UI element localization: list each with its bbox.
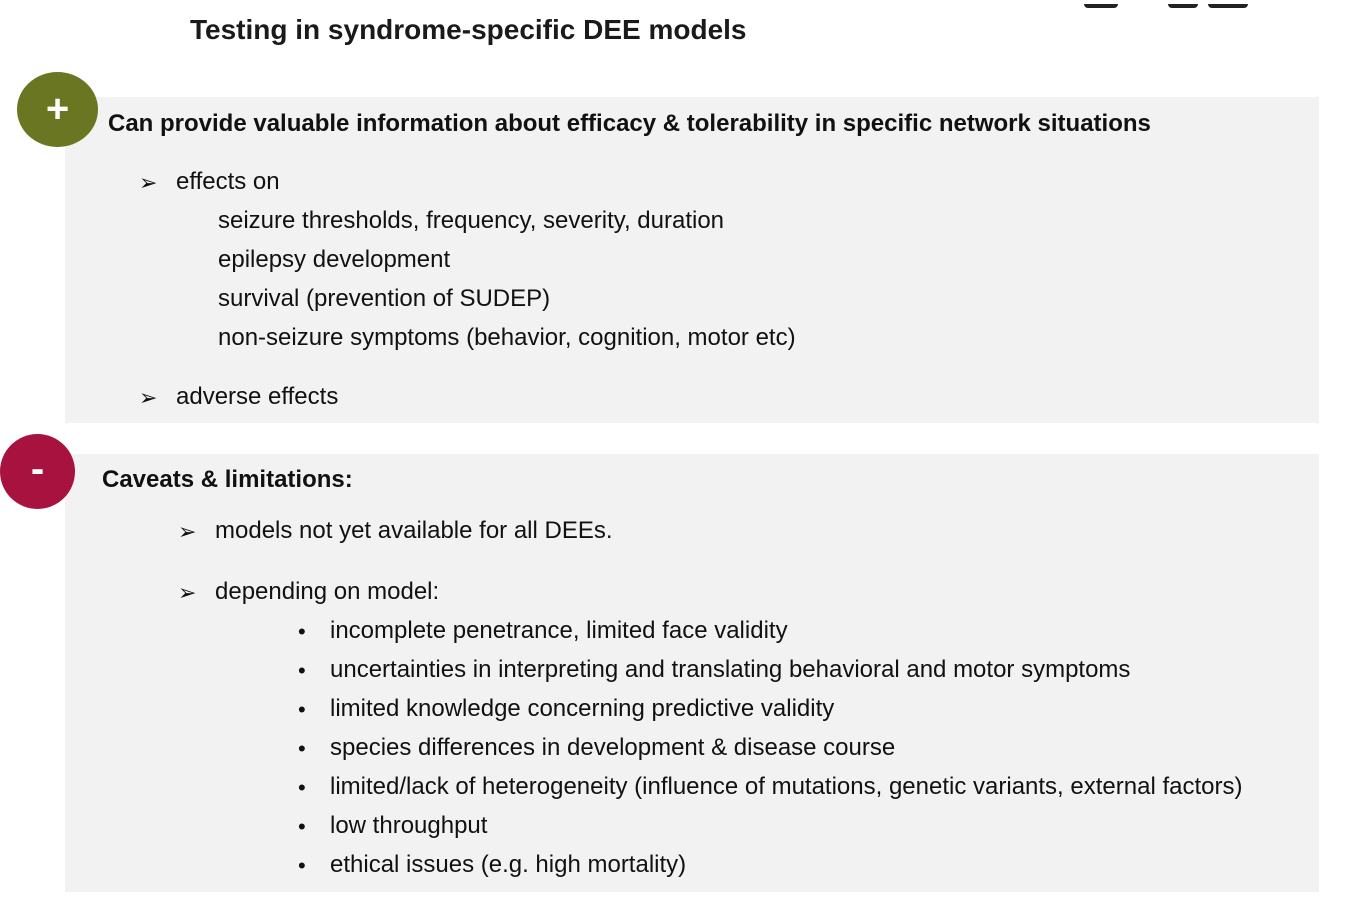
pros-heading: Can provide valuable information about efficacy & tolerability in specific network situations xyxy=(108,110,1151,137)
cons-heading: Caveats & limitations: xyxy=(102,466,353,493)
models-label: models not yet available for all DEEs. xyxy=(215,517,613,544)
effect-item: non-seizure symptoms (behavior, cognition, motor etc) xyxy=(218,324,796,351)
bullet-dot-icon: • xyxy=(298,814,306,839)
slide-title: Testing in syndrome-specific DEE models xyxy=(190,14,747,45)
limitation-item: incomplete penetrance, limited face validity xyxy=(330,617,788,644)
minus-icon: - xyxy=(0,434,75,509)
bullet-dot-icon: • xyxy=(298,658,306,683)
effect-item: seizure thresholds, frequency, severity, duration xyxy=(218,207,725,234)
effects-label: effects on xyxy=(176,168,280,195)
arrow-bullet-icon: ➢ xyxy=(178,580,197,605)
limitation-item: low throughput xyxy=(330,812,488,839)
effect-item: epilepsy development xyxy=(218,246,451,273)
bullet-dot-icon: • xyxy=(298,853,306,878)
plus-icon: + xyxy=(17,72,98,147)
limitation-item: limited knowledge concerning predictive validity xyxy=(330,695,835,722)
arrow-bullet-icon: ➢ xyxy=(178,519,197,544)
adverse-effects-label: adverse effects xyxy=(176,383,339,410)
arrow-bullet-icon: ➢ xyxy=(139,170,158,195)
limitation-item: uncertainties in interpreting and translating behavioral and motor symptoms xyxy=(330,656,1131,683)
arrow-bullet-icon: ➢ xyxy=(139,385,158,410)
limitation-item: ethical issues (e.g. high mortality) xyxy=(330,851,687,878)
limitation-item: limited/lack of heterogeneity (influence of mutations, genetic variants, external factors) xyxy=(330,773,1243,800)
effect-item: survival (prevention of SUDEP) xyxy=(218,285,551,312)
bullet-dot-icon: • xyxy=(298,775,306,800)
limitation-item: species differences in development & disease course xyxy=(330,734,896,761)
bullet-dot-icon: • xyxy=(298,697,306,722)
bullet-dot-icon: • xyxy=(298,736,306,761)
depending-label: depending on model: xyxy=(215,578,440,605)
bullet-dot-icon: • xyxy=(298,619,306,644)
cropped-header-text xyxy=(1080,0,1270,8)
